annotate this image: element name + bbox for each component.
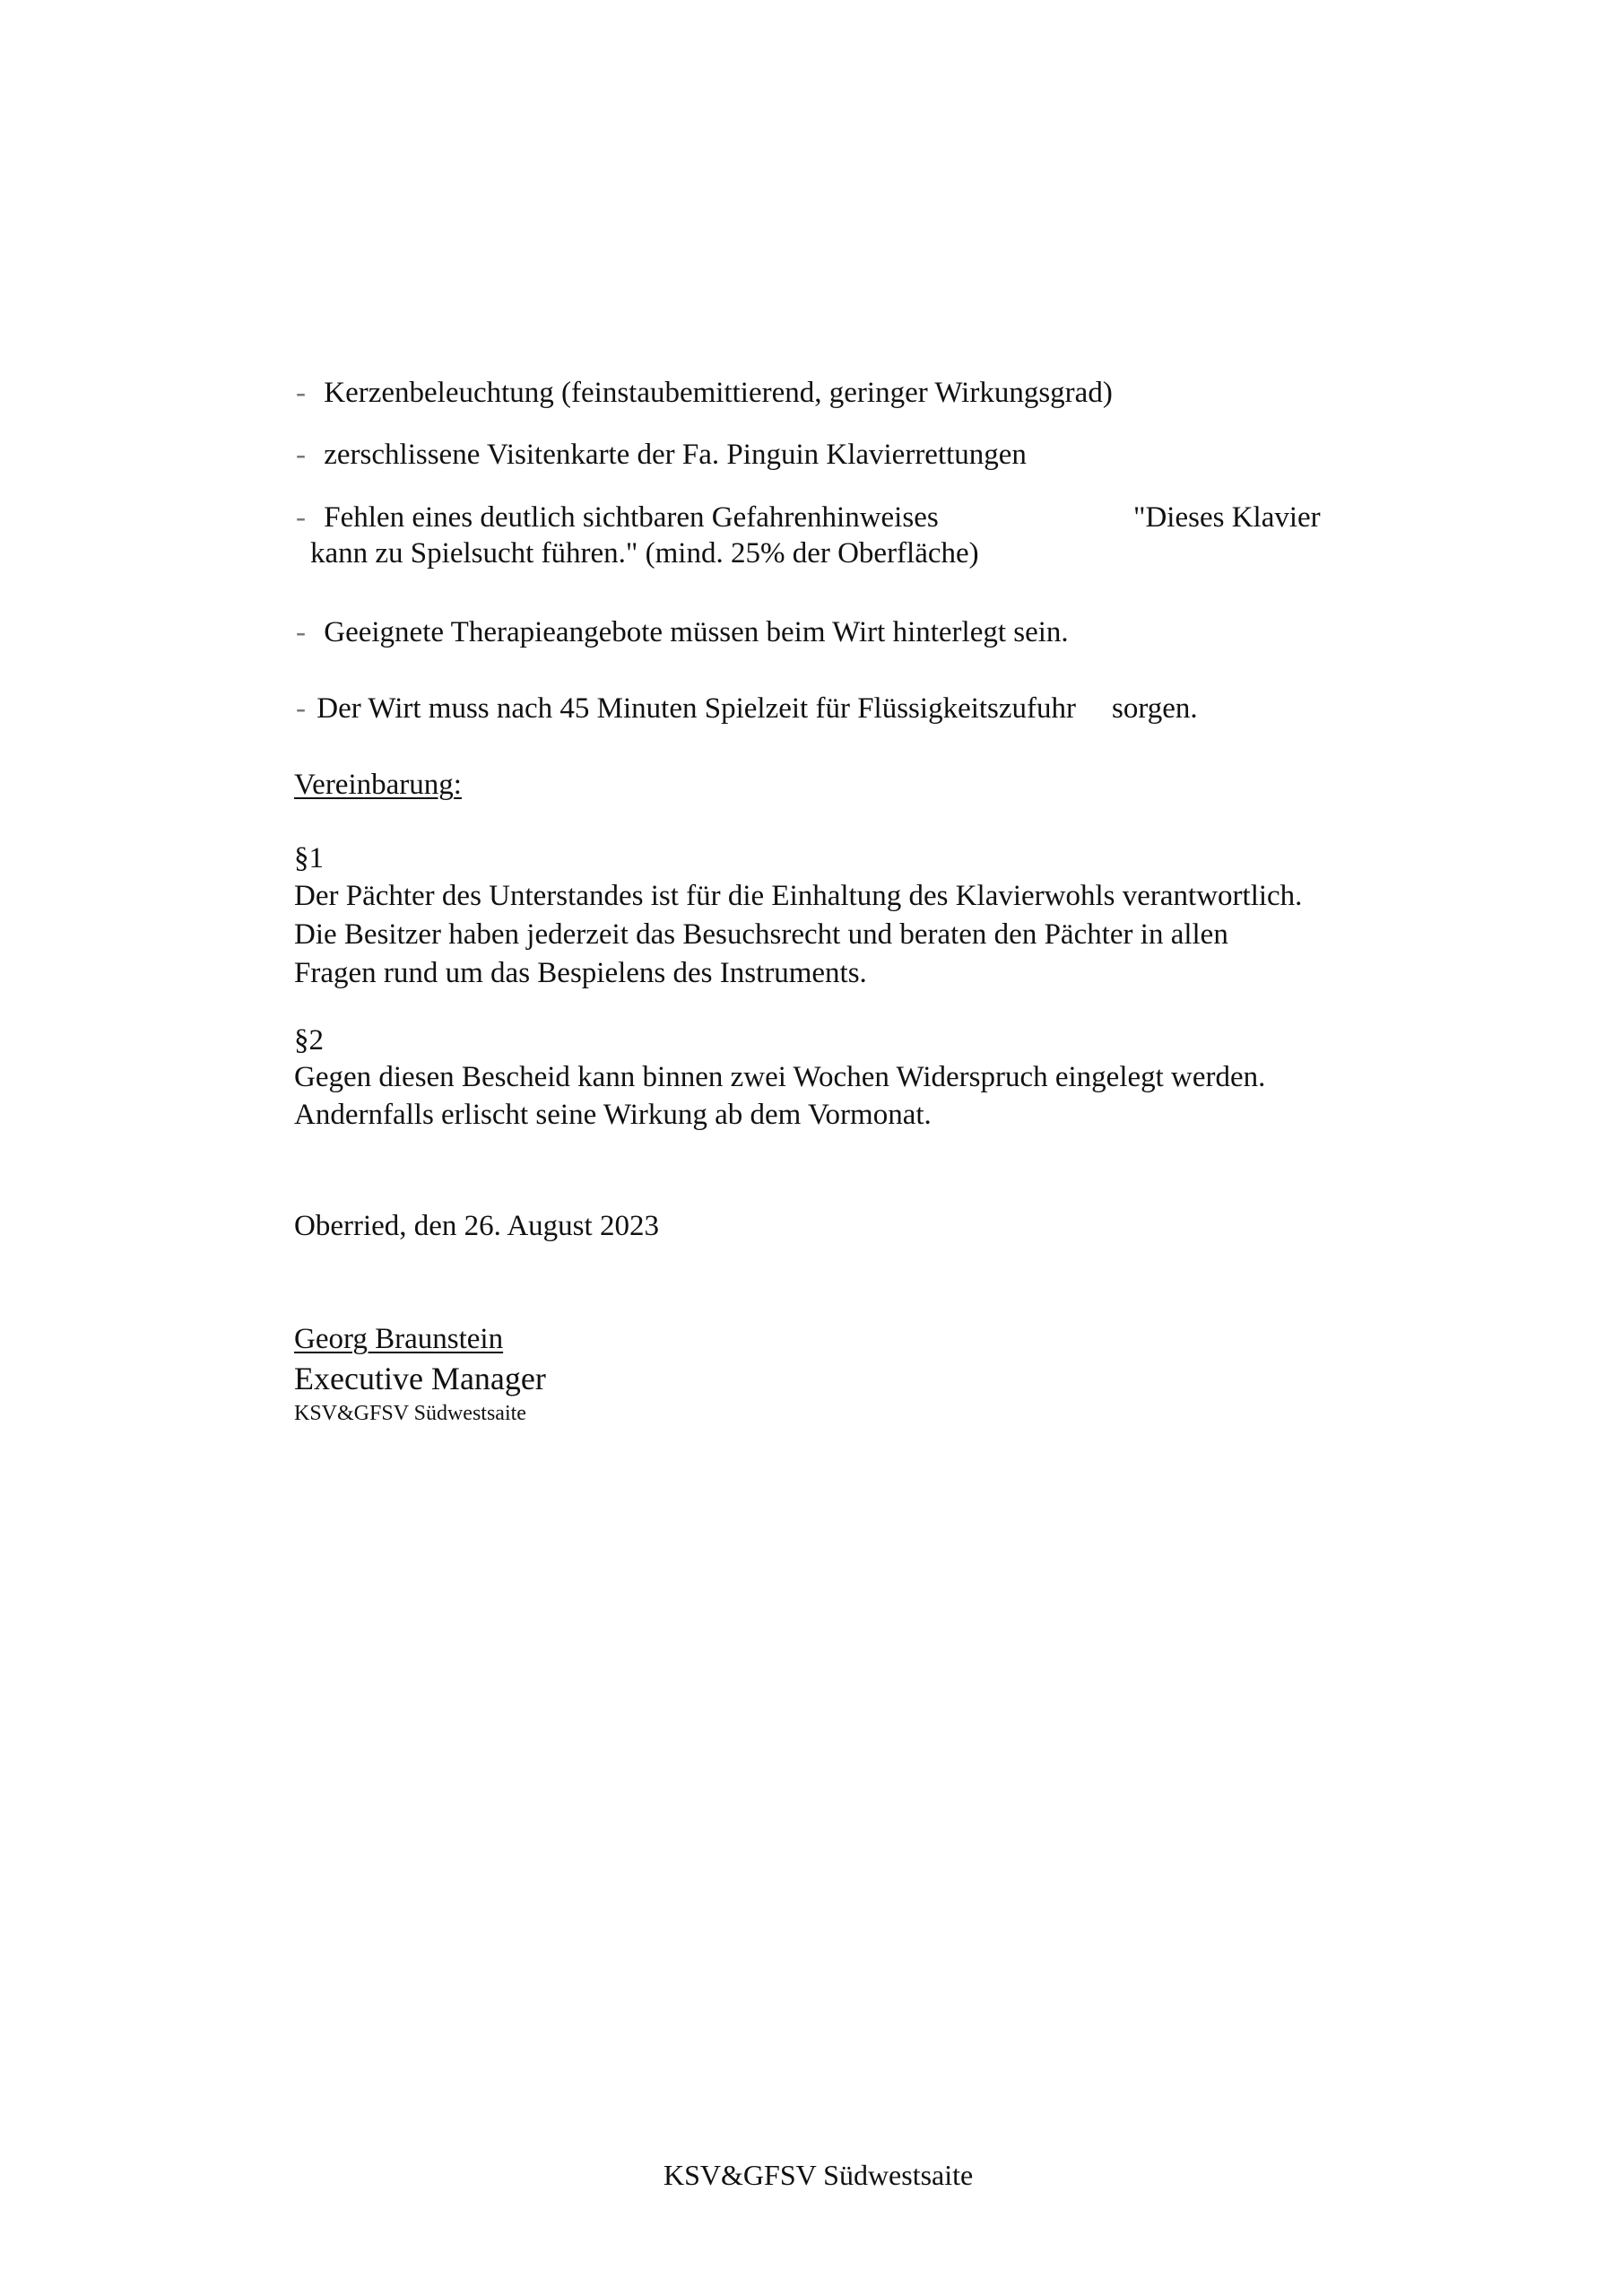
agreement-heading: Vereinbarung: — [294, 769, 462, 801]
list-item-5 — [296, 691, 1076, 726]
page-footer: KSV&GFSV Südwestsaite — [664, 2159, 974, 2191]
list-dash: - — [296, 439, 306, 471]
section-number: §2 — [294, 1024, 324, 1057]
list-item-text: zerschlissene Visitenkarte der Fa. Pinguin Klavierrettungen — [324, 439, 1027, 471]
list-dash: - — [296, 616, 306, 648]
list-dash: - — [296, 377, 306, 409]
list-item-5-right-text: sorgen. — [1112, 692, 1198, 725]
signature-title: Executive Manager — [294, 1361, 546, 1396]
section-line: Fragen rund um das Bespielens des Instruments. — [294, 957, 867, 989]
list-item-text: Der Wirt muss nach 45 Minuten Spielzeit für Flüssigkeitszufuhr — [317, 692, 1077, 725]
list-item-3-continuation: kann zu Spielsucht führen." (mind. 25% der Oberfläche) — [310, 537, 979, 570]
list-item-text: Kerzenbeleuchtung (feinstaubemittierend, geringer Wirkungsgrad) — [324, 377, 1113, 409]
list-dash: - — [296, 501, 306, 534]
section-number: §1 — [294, 842, 324, 874]
list-item-3 — [296, 500, 939, 535]
list-item-text: Geeignete Therapieangebote müssen beim Wirt hinterlegt sein. — [324, 616, 1069, 648]
section-line: Der Pächter des Unterstandes ist für die Einhaltung des Klavierwohls verantwortlich. — [294, 880, 1303, 912]
list-item-3-right-text: "Dieses Klavier — [1133, 501, 1321, 534]
signature-organization: KSV&GFSV Südwestsaite — [294, 1402, 526, 1425]
place-date: Oberried, den 26. August 2023 — [294, 1210, 659, 1242]
section-line: Die Besitzer haben jederzeit das Besuchsrecht und beraten den Pächter in allen — [294, 918, 1228, 951]
list-item-4 — [296, 614, 1069, 650]
section-line: Andernfalls erlischt seine Wirkung ab dem Vormonat. — [294, 1099, 932, 1131]
list-item-2 — [296, 437, 1027, 473]
list-item-text: Fehlen eines deutlich sichtbaren Gefahrenhinweises — [324, 501, 939, 534]
section-line: Gegen diesen Bescheid kann binnen zwei Wochen Widerspruch eingelegt werden. — [294, 1061, 1266, 1093]
signature-name: Georg Braunstein — [294, 1323, 504, 1355]
list-item-1 — [296, 375, 1113, 411]
list-dash: - — [296, 692, 306, 725]
